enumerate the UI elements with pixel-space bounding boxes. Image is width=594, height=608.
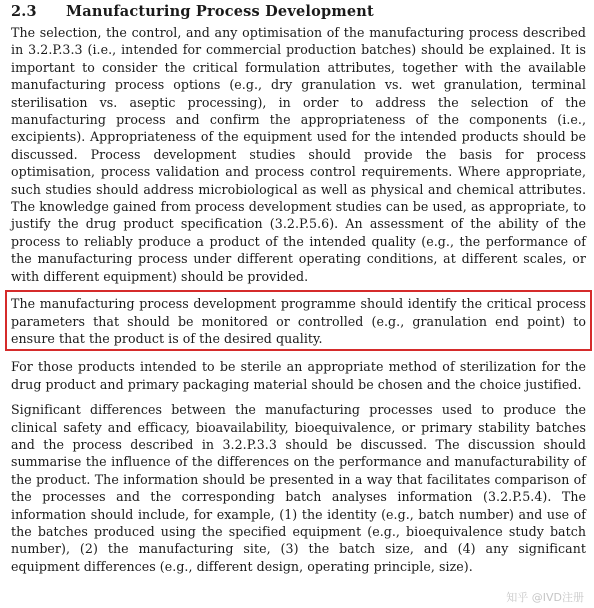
paragraph-process-differences: Significant differences between the manufacturing processes used to produce the clinical safety and efficacy, bioavailability, bioequivalence, or primary stability batches and the process described in 3.2.P.3.3 should be discussed. The discussion should summarise the influence of the differences on the performance and manufacturability of the product. The information should be presented in a way that facilitates comparison of the processes and the corresponding batch analyses information (3.2.P.5.4). The information should include, for example, (1) the identity (e.g., batch number) and use of the batches produced using the specified equipment (e.g., bioequivalence study batch number), (2) the manufacturing site, (3) the batch size, and (4) any significant equipment differences (e.g., different design, operating principle, size). xyxy=(11,402,586,574)
section-number: 2.3 xyxy=(11,3,37,20)
paragraph-critical-parameters: The manufacturing process development programme should identify the critical process parameters that should be monitored or controlled (e.g., granulation end point) to ensure that the product is of the desired quality. xyxy=(11,296,586,346)
paragraph-process-selection: The selection, the control, and any optimisation of the manufacturing process described in 3.2.P.3.3 (i.e., intended for commercial production batches) should be explained. It is important to consider the critical formulation attributes, together with the available manufacturing process options (e.g., dry granulation vs. wet granulation, terminal sterilisation vs. aseptic processing), in order to address the selection of the manufacturing process and confirm the appropriateness of the components (i.e., excipients). Appropriateness of the equipment used for the intended products should be discussed. Process development studies should provide the basis for process optimisation, process validation and process control requirements. Where appropriate, such studies should address microbiological as well as physical and chemical attributes. The knowledge gained from process development studies can be used, as appropriate, to justify the drug product specification (3.2.P.5.6). An assessment of the ability of the process to reliably produce a product of the intended quality (e.g., the performance of the manufacturing process under different operating conditions, at different scales, or with different equipment) should be provided. xyxy=(11,25,586,284)
paragraph-sterile-products: For those products intended to be sterile an appropriate method of sterilization for the drug product and primary packaging material should be chosen and the choice justified. xyxy=(11,359,586,392)
highlight-box xyxy=(5,290,592,351)
section-title: Manufacturing Process Development xyxy=(66,3,374,20)
section-heading xyxy=(11,2,586,21)
watermark: 知乎 @IVD注册 xyxy=(506,591,584,604)
